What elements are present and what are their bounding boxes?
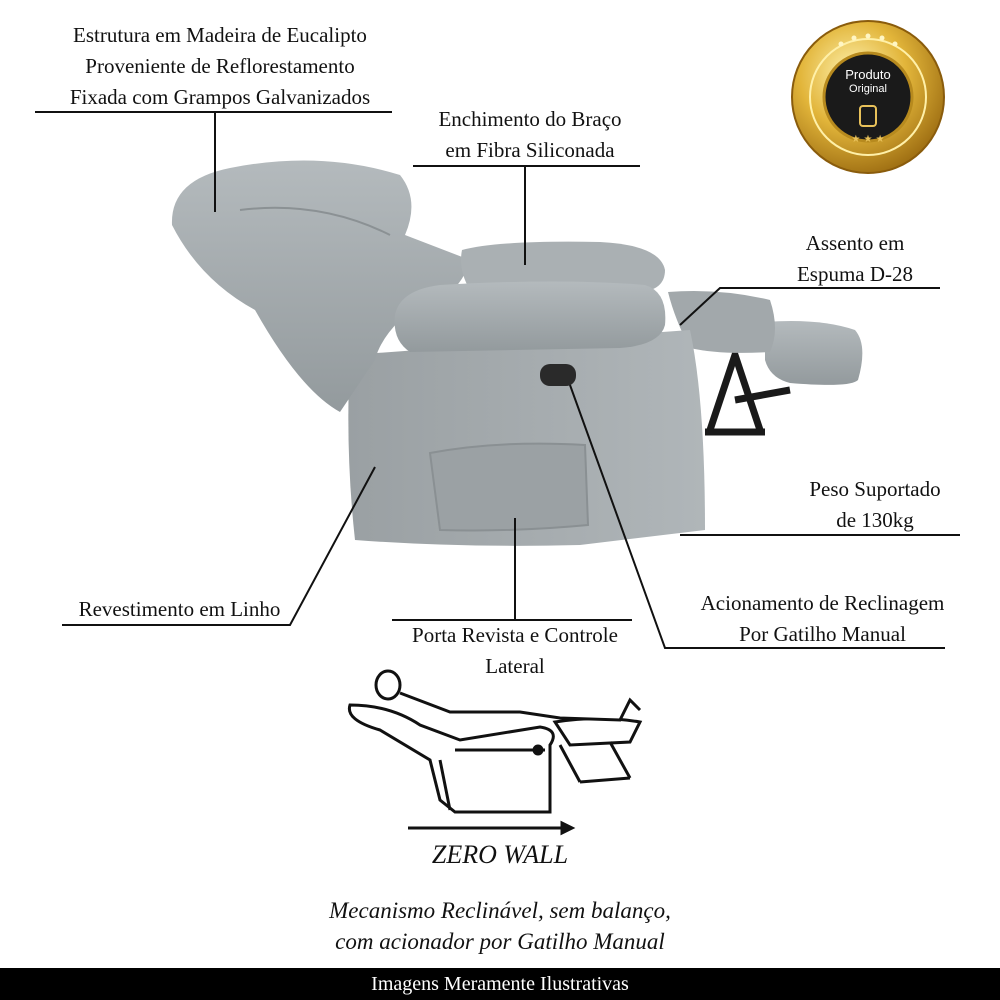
label-acionamento-line-1: Acionamento de Reclinagem	[700, 591, 945, 615]
mechanism-line-2: com acionador por Gatilho Manual	[335, 929, 665, 954]
zero-wall-title: ZERO WALL	[431, 840, 569, 869]
label-peso-line-2: de 130kg	[836, 508, 914, 532]
recline-lever	[540, 364, 576, 386]
footer-disclaimer: Imagens Meramente Ilustrativas	[0, 968, 1000, 1000]
label-estrutura-line-3: Fixada com Grampos Galvanizados	[69, 85, 371, 109]
label-acionamento-line-2: Por Gatilho Manual	[739, 622, 906, 646]
label-peso	[780, 474, 970, 536]
magazine-pocket	[430, 444, 588, 531]
label-peso-line-1: Peso Suportado	[809, 477, 941, 501]
seal-line-2: Original	[849, 83, 887, 95]
label-acionamento	[670, 588, 975, 650]
label-assento-line-2: Espuma D-28	[796, 262, 914, 286]
mechanism-caption	[250, 895, 750, 957]
label-enchimento-line-1: Enchimento do Braço	[438, 107, 622, 131]
label-estrutura-line-2: Proveniente de Reflorestamento	[85, 54, 355, 78]
label-enchimento-line-2: em Fibra Siliconada	[445, 138, 615, 162]
label-estrutura	[40, 20, 400, 113]
label-estrutura-line-1: Estrutura em Madeira de Eucalipto	[73, 23, 367, 47]
seal-line-1: Produto	[845, 67, 891, 82]
label-revestimento	[62, 594, 297, 625]
original-product-seal	[789, 18, 947, 176]
label-assento	[780, 228, 930, 290]
svg-text:★ ★ ★: ★ ★ ★	[851, 134, 885, 145]
zero-wall-pictogram	[349, 671, 640, 833]
recliner-chair	[172, 160, 862, 545]
footrest	[765, 321, 862, 385]
label-porta-line-2: Lateral	[485, 654, 545, 678]
label-enchimento	[415, 104, 645, 166]
label-porta	[385, 620, 645, 682]
label-porta-line-1: Porta Revista e Controle	[412, 623, 618, 647]
label-assento-line-1: Assento em	[805, 231, 905, 255]
near-armrest	[395, 282, 666, 353]
mechanism-line-1: Mecanismo Reclinável, sem balanço,	[329, 898, 671, 923]
label-revestimento-line-1: Revestimento em Linho	[78, 597, 281, 621]
